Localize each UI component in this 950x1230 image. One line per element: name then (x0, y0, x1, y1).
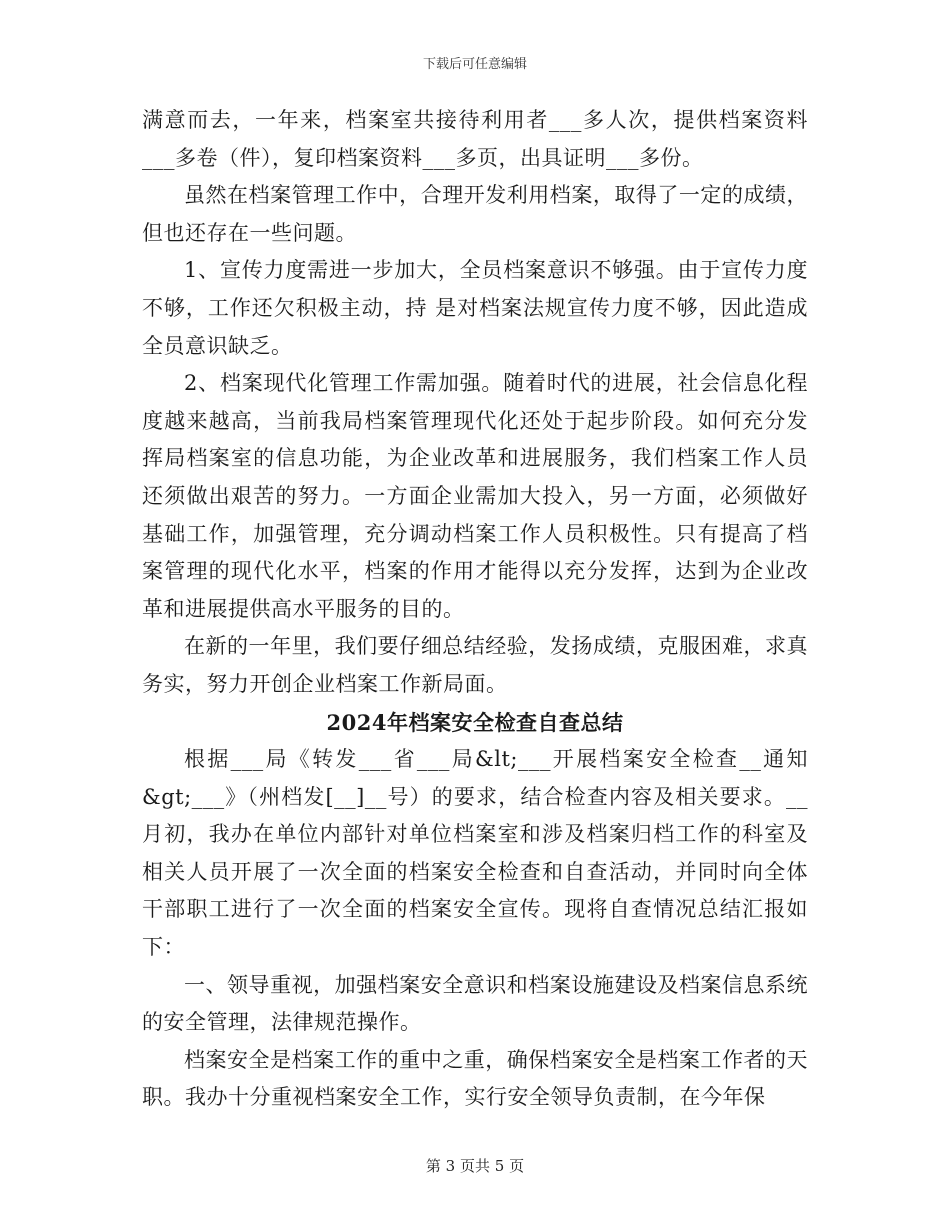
paragraph: 在新的一年里，我们要仔细总结经验，发扬成绩，克服困难，求真务实，努力开创企业档案工作新局面。 (142, 634, 808, 696)
paragraph: 2、档案现代化管理工作需加强。随着时代的进展，社会信息化程度越来越高，当前我局档案管理现代化还处于起步阶段。如何充分发挥局档案室的信息功能，为企业改革和进展服务，我们档案工作人员还须做出艰苦的努力。一方面企业需加大投入，另一方面，必须做好基础工作，加强管理，充分调动档案工作人员积极性。只有提高了档案管理的现代化水平，档案的作用才能得以充分发挥，达到为企业改革和进展提供高水平服务的目的。 (142, 371, 808, 621)
paragraph: 一、领导重视，加强档案安全意识和档案设施建设及档案信息系统的安全管理，法律规范操作。 (142, 972, 808, 1035)
document-body (142, 102, 808, 1117)
page-header: 下载后可任意编辑 (422, 57, 527, 72)
page-footer: 第 3 页共 5 页 (425, 1157, 525, 1175)
paragraph: 虽然在档案管理工作中，合理开发利用档案，取得了一定的成绩，但也还存在一些问题。 (142, 183, 808, 245)
paragraph: 1、宣传力度需进一步加大，全员档案意识不够强。由于宣传力度不够，工作还欠积极主动，持 是对档案法规宣传力度不够，因此造成全员意识缺乏。 (142, 258, 808, 358)
paragraph: 档案安全是档案工作的重中之重，确保档案安全是档案工作者的天职。我办十分重视档案安全工作，实行安全领导负责制，在今年保 (142, 1047, 808, 1110)
section-title: 2024年档案安全检查自查总结 (326, 709, 624, 735)
paragraph: 根据___局《转发___省___局&lt;___开展档案安全检查__通知&gt;___》（州档发[__]__号）的要求，结合检查内容及相关要求。__月初，我办在单位内部针对单位档案室和涉及档案归档工作的科室及相关人员开展了一次全面的档案安全检查和自查活动，并同时向全体干部职工进行了一次全面的档案安全宣传。现将自查情况总结汇报如下： (142, 747, 808, 960)
paragraph: 满意而去，一年来，档案室共接待利用者___多人次，提供档案资料___多卷（件），复印档案资料___多页，出具证明___多份。 (142, 108, 808, 170)
